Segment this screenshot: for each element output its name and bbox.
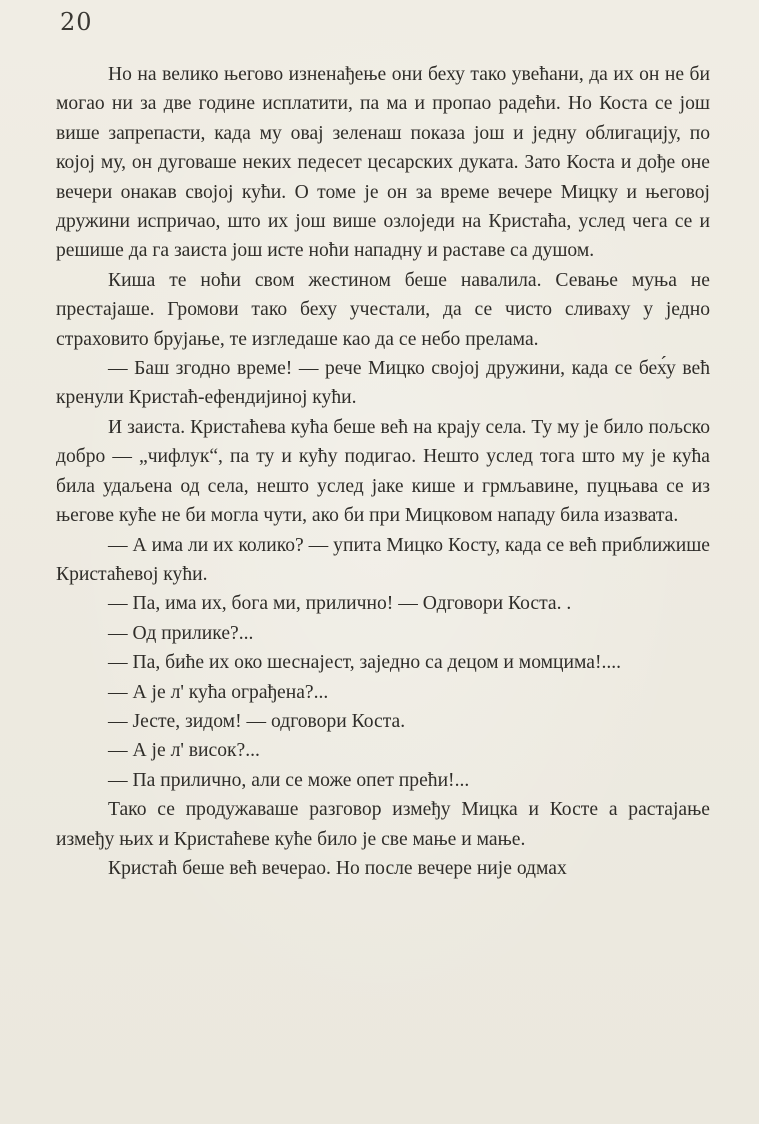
paragraph: — А је л' висок?...	[108, 740, 260, 762]
page-number: 20	[60, 8, 93, 36]
paragraph: — Па, има их, бога ми, прилично! — Одговори Коста. .	[108, 593, 572, 615]
paragraph: — Па прилично, али се може опет прећи!...	[108, 769, 470, 791]
paragraph: Тако се продужаваше разговор између Мицка и Косте а растајање између њих и Кристаћеве куће било је све мање и мање.	[56, 799, 710, 850]
paragraph: Кристаћ беше већ вечерао. Но после вечере није одмах	[108, 857, 567, 879]
paragraph: Но на велико његово изненађење они беху тако увећани, да их он не би могао ни за две године исплатити, па ма и пропао радећи. Но Коста се још више запрепасти, када му овај зеленаш показа још и једну облигацију, по којој му, он дуговаше неких педесет цесарских дуката. Зато Коста и дође оне вечери онакав својој кући. О томе је он за време вечере Мицку и његовој дружини испричао, што их још више озлоједи на Кристаћа, услед чега се и решише да га заиста још исте ноћи нападну и раставе са душом.	[56, 64, 710, 262]
paragraph: Киша те ноћи свом жестином беше навалила. Севање муња не престајаше. Громови тако беху учестали, да се чисто сливаху у једно страховито брујање, те изгледаше као да се небо прелама.	[56, 269, 710, 350]
paragraph: — А је л' кућа ограђена?...	[108, 681, 329, 703]
paragraph: — Од прилике?...	[108, 622, 254, 644]
paragraph: — Баш згодно време! — рече Мицко својој дружини, када се бех́у већ кренули Кристаћ-ефендијиној кући.	[56, 358, 710, 409]
paragraph: — Јесте, зидом! — одговори Коста.	[108, 710, 406, 732]
paragraph: И заиста. Кристаћева кућа беше већ на крају села. Ту му је било пољско добро — „чифлук“, па ту и кућу подигао. Нешто услед тога што му је кућа била удаљена од села, нешто услед јаке кише и грмљавине, пуцњава се из његове куће не би могла чути, ако би при Мицковом нападу била изазвата.	[56, 416, 710, 527]
paragraph: — А има ли их колико? — упита Мицко Косту, када се већ приближише Кристаћевој кући.	[56, 534, 710, 585]
body-text	[56, 60, 710, 883]
paragraph: — Па, биће их око шеснајест, заједно са децом и момцима!....	[108, 652, 622, 674]
